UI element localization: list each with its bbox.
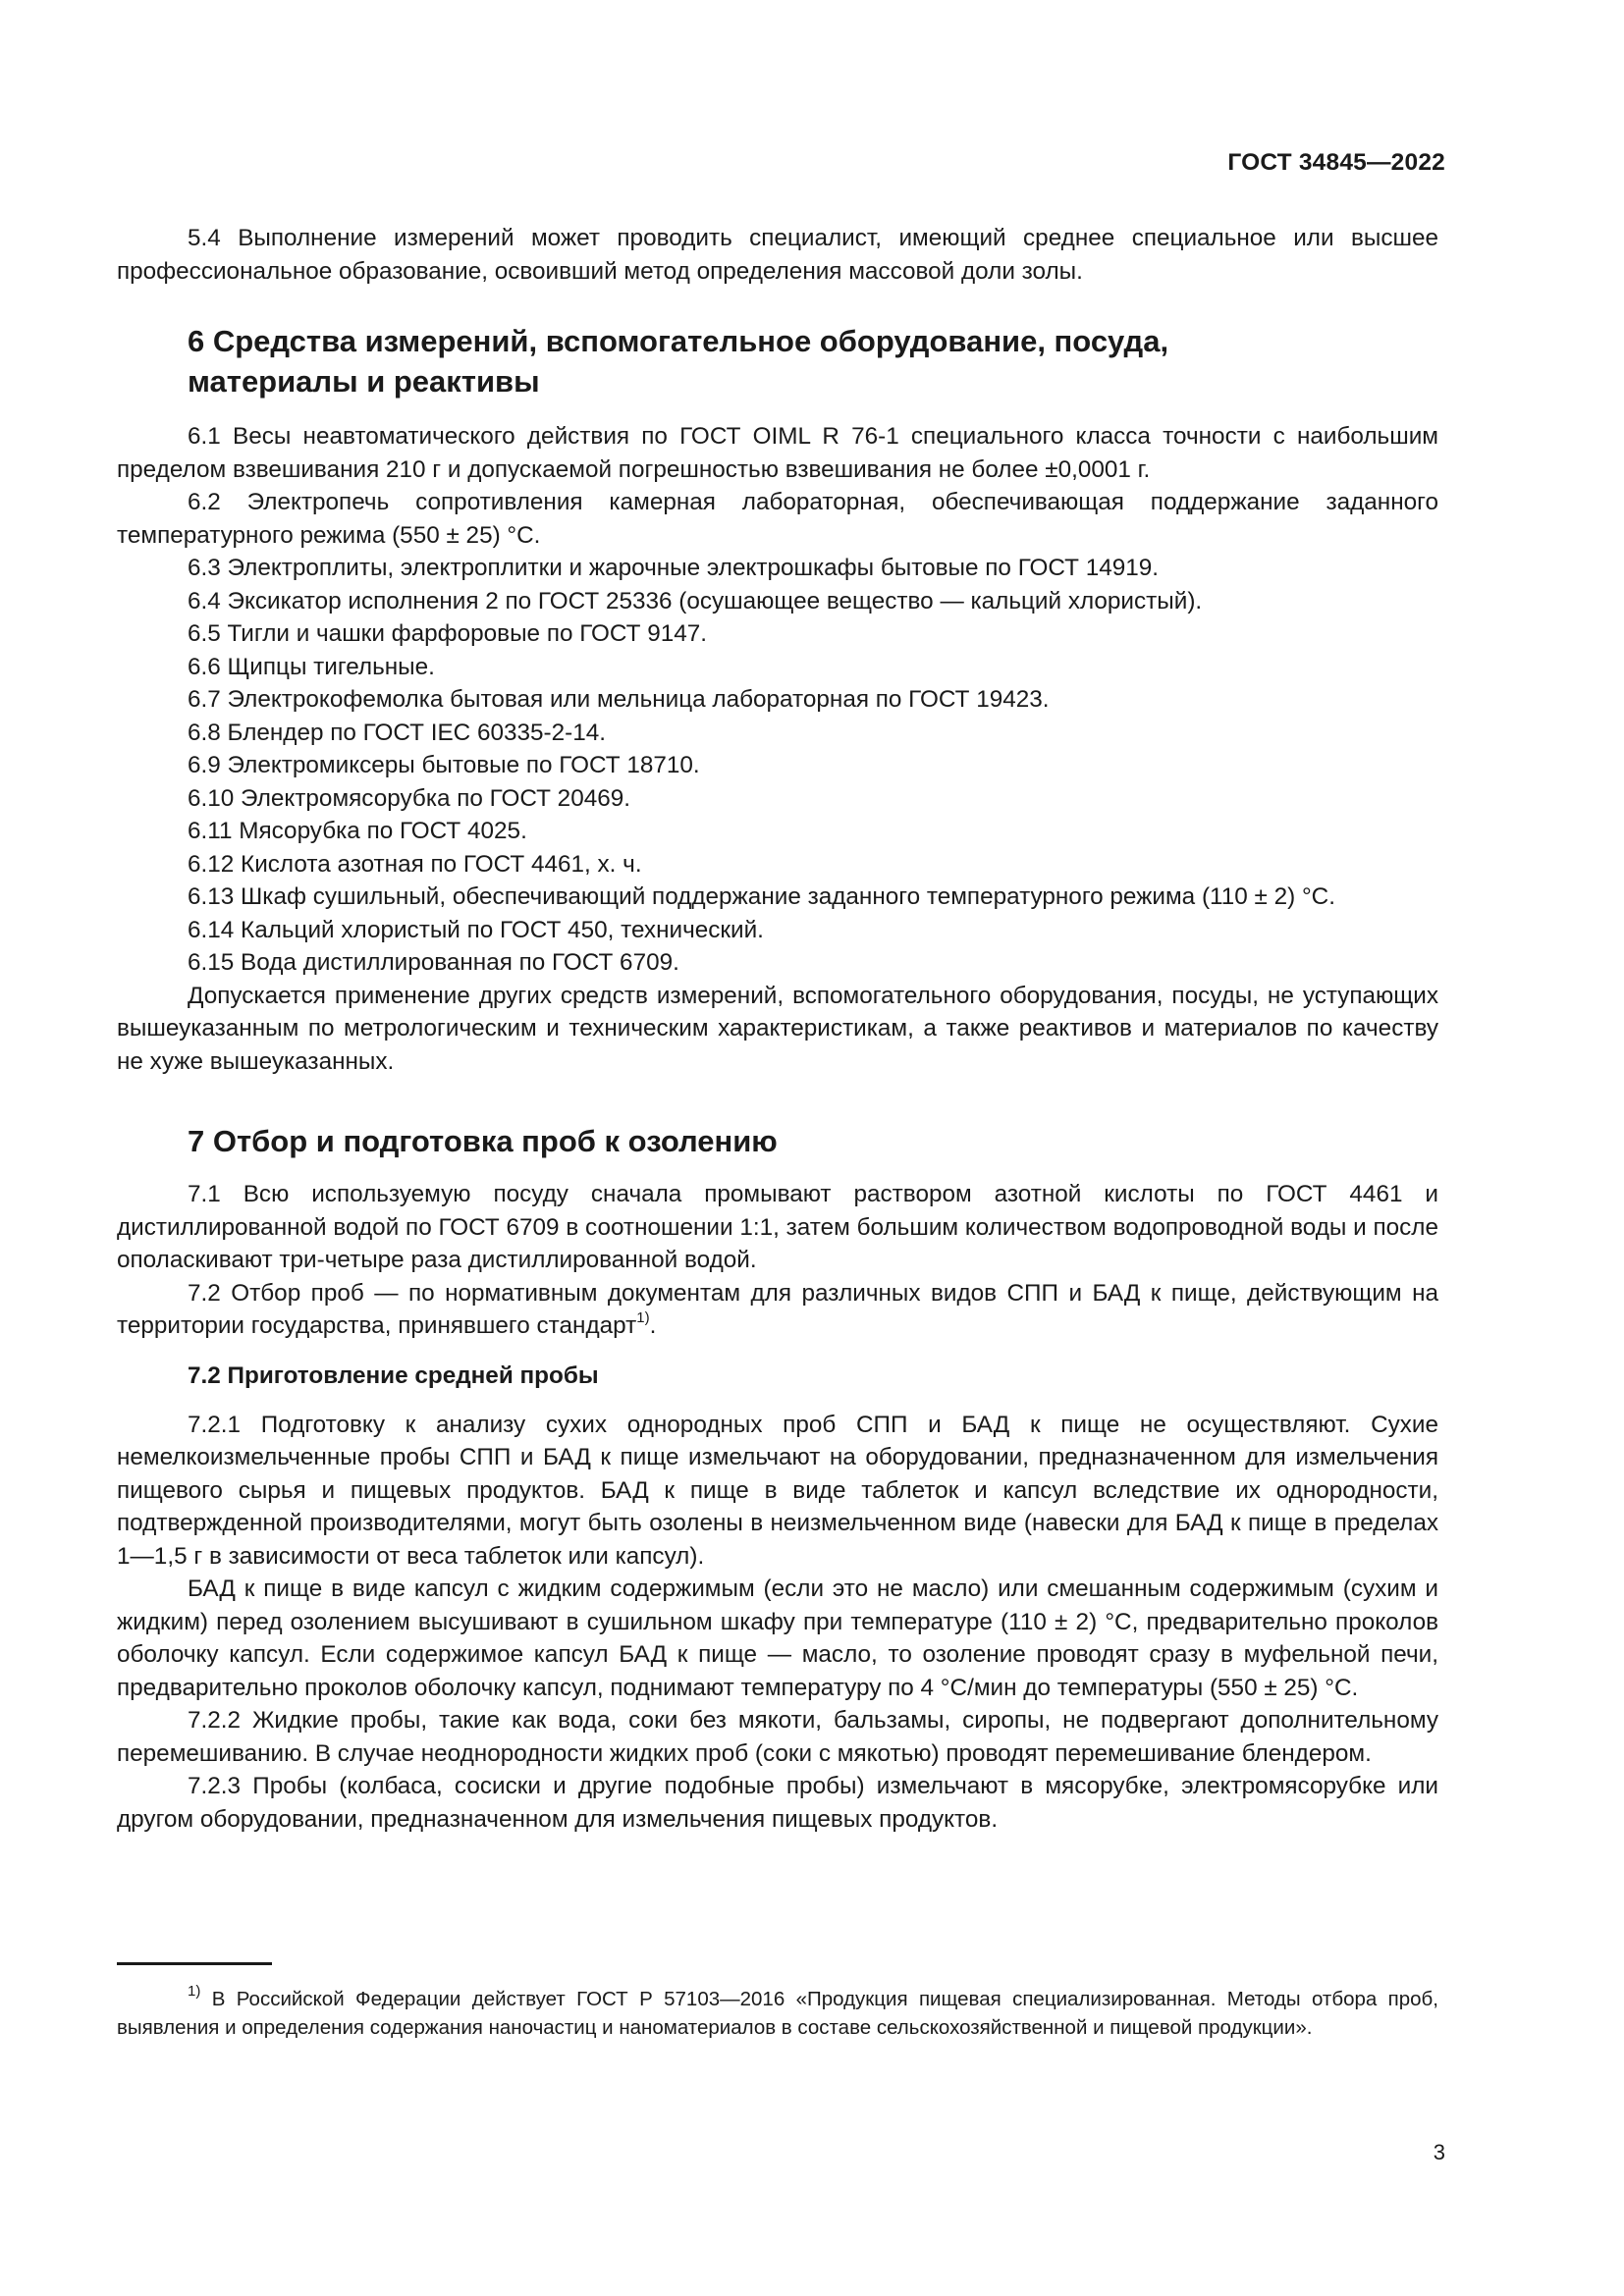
paragraph-7-2-2: 7.2.2 Жидкие пробы, такие как вода, соки без мякоти, бальзамы, сиропы, не подвергают дополнительному перемешиванию. В случае неоднородности жидких проб (соки с мякотью) проводят перемешивание блендером.: [117, 1707, 1438, 1767]
paragraph-6-12: 6.12 Кислота азотная по ГОСТ 4461, х. ч.: [188, 850, 642, 878]
section-7-heading: 7 Отбор и подготовка проб к озолению: [188, 1124, 778, 1158]
footnote-paragraph: [117, 1985, 1438, 2042]
paragraph-7-2-1-capsules: БАД к пище в виде капсул с жидким содержимым (если это не масло) или смешанным содержимым (сухим и жидким) перед озолением высушивают в сушильном шкафу при температуре (110 ± 2) °С, предварительно проколов оболочку капсул. Если содержимое капсул БАД к пище — масло, то озоление проводят сразу в муфельной печи, предварительно проколов оболочку капсул, поднимают температуру по 4 °С/мин до температуры (550 ± 25) °С.: [117, 1575, 1438, 1701]
footnote-separator: [117, 1962, 272, 1965]
page-body: [117, 222, 1438, 1836]
paragraph-6-6: 6.6 Щипцы тигельные.: [188, 653, 435, 680]
footnote: [117, 1985, 1438, 2042]
section-6-heading: [117, 321, 1438, 401]
section-6-heading-line1: 6 Средства измерений, вспомогательное оборудование, посуда,: [188, 324, 1169, 358]
paragraph-6-2: 6.2 Электропечь сопротивления камерная лабораторная, обеспечивающая поддержание заданного температурного режима (550 ± 25) °С.: [117, 489, 1438, 549]
subsection-7-2-heading: 7.2 Приготовление средней пробы: [188, 1362, 599, 1389]
footnote-mark: 1): [188, 1983, 201, 2001]
paragraph-6-15: 6.15 Вода дистиллированная по ГОСТ 6709.: [188, 949, 679, 976]
paragraph-7-2-1: 7.2.1 Подготовку к анализу сухих однородных проб СПП и БАД к пище не осуществляют. Сухие немелкоизмельченные пробы СПП и БАД к пище измельчают на оборудовании, предназначенном для измельчения пищевого сырья и пищевых продуктов. БАД к пище в виде таблеток и капсул вследствие их однородности, подтвержденной производителями, могут быть озолены в неизмельченном виде (навески для БАД к пище в пределах 1—1,5 г в зависимости от веса таблеток или капсул).: [117, 1411, 1438, 1570]
paragraph-6-9: 6.9 Электромиксеры бытовые по ГОСТ 18710.: [188, 752, 700, 778]
paragraph-6-10: 6.10 Электромясорубка по ГОСТ 20469.: [188, 784, 630, 812]
document-code-header: ГОСТ 34845—2022: [1227, 149, 1445, 176]
page-number: 3: [1433, 2140, 1445, 2164]
paragraph-6-13: 6.13 Шкаф сушильный, обеспечивающий поддержание заданного температурного режима (110 ± 2) °С.: [188, 883, 1335, 910]
paragraph-6-7: 6.7 Электрокофемолка бытовая или мельница лабораторная по ГОСТ 19423.: [188, 686, 1050, 713]
paragraph-6-3: 6.3 Электроплиты, электроплитки и жарочные электрошкафы бытовые по ГОСТ 14919.: [188, 555, 1160, 581]
section-6-heading-line2: материалы и реактивы: [188, 364, 540, 399]
footnote-text: В Российской Федерации действует ГОСТ Р 57103—2016 «Продукция пищевая специализированная. Методы отбора проб, выявления и определения содержания наночастиц и наноматериалов в составе сельскохозяйственной и пищевой продукции».: [117, 1988, 1438, 2039]
paragraph-7-2-end: .: [649, 1312, 657, 1339]
paragraph-7-2-3: 7.2.3 Пробы (колбаса, сосиски и другие подобные пробы) измельчают в мясорубке, электромясорубке или другом оборудовании, предназначенном для измельчения пищевых продуктов.: [117, 1773, 1438, 1833]
paragraph-7-2-text: 7.2 Отбор проб — по нормативным документам для различных видов СПП и БАД к пище, действующим на территории государства, принявшего стандарт: [117, 1279, 1438, 1339]
paragraph-6-4: 6.4 Эксикатор исполнения 2 по ГОСТ 25336 (осушающее вещество — кальций хлористый).: [188, 587, 1203, 614]
footnote-reference: 1): [636, 1308, 650, 1326]
paragraph-6-1: 6.1 Весы неавтоматического действия по ГОСТ OIML R 76-1 специального класса точности с наибольшим пределом взвешивания 210 г и допускаемой погрешностью взвешивания не более ±0,0001 г.: [117, 423, 1438, 483]
paragraph-5-4: 5.4 Выполнение измерений может проводить специалист, имеющий среднее специальное или высшее профессиональное образование, освоивший метод определения массовой доли золы.: [117, 225, 1438, 285]
paragraph-6-8: 6.8 Блендер по ГОСТ IEC 60335-2-14.: [188, 719, 606, 746]
paragraph-7-1: 7.1 Всю используемую посуду сначала промывают раствором азотной кислоты по ГОСТ 4461 и дистиллированной водой по ГОСТ 6709 в соотношении 1:1, затем большим количеством водопроводной воды и после ополаскивают три-четыре раза дистиллированной водой.: [117, 1181, 1438, 1273]
paragraph-6-5: 6.5 Тигли и чашки фарфоровые по ГОСТ 9147.: [188, 620, 708, 647]
paragraph-6-note: Допускается применение других средств измерений, вспомогательного оборудования, посуды, не уступающих вышеуказанным по метрологическим и техническим характеристикам, а также реактивов и материалов по качеству не хуже вышеуказанных.: [117, 982, 1438, 1075]
paragraph-6-11: 6.11 Мясорубка по ГОСТ 4025.: [188, 818, 527, 844]
paragraph-6-14: 6.14 Кальций хлористый по ГОСТ 450, технический.: [188, 916, 764, 943]
paragraph-7-2: [117, 1277, 1438, 1343]
